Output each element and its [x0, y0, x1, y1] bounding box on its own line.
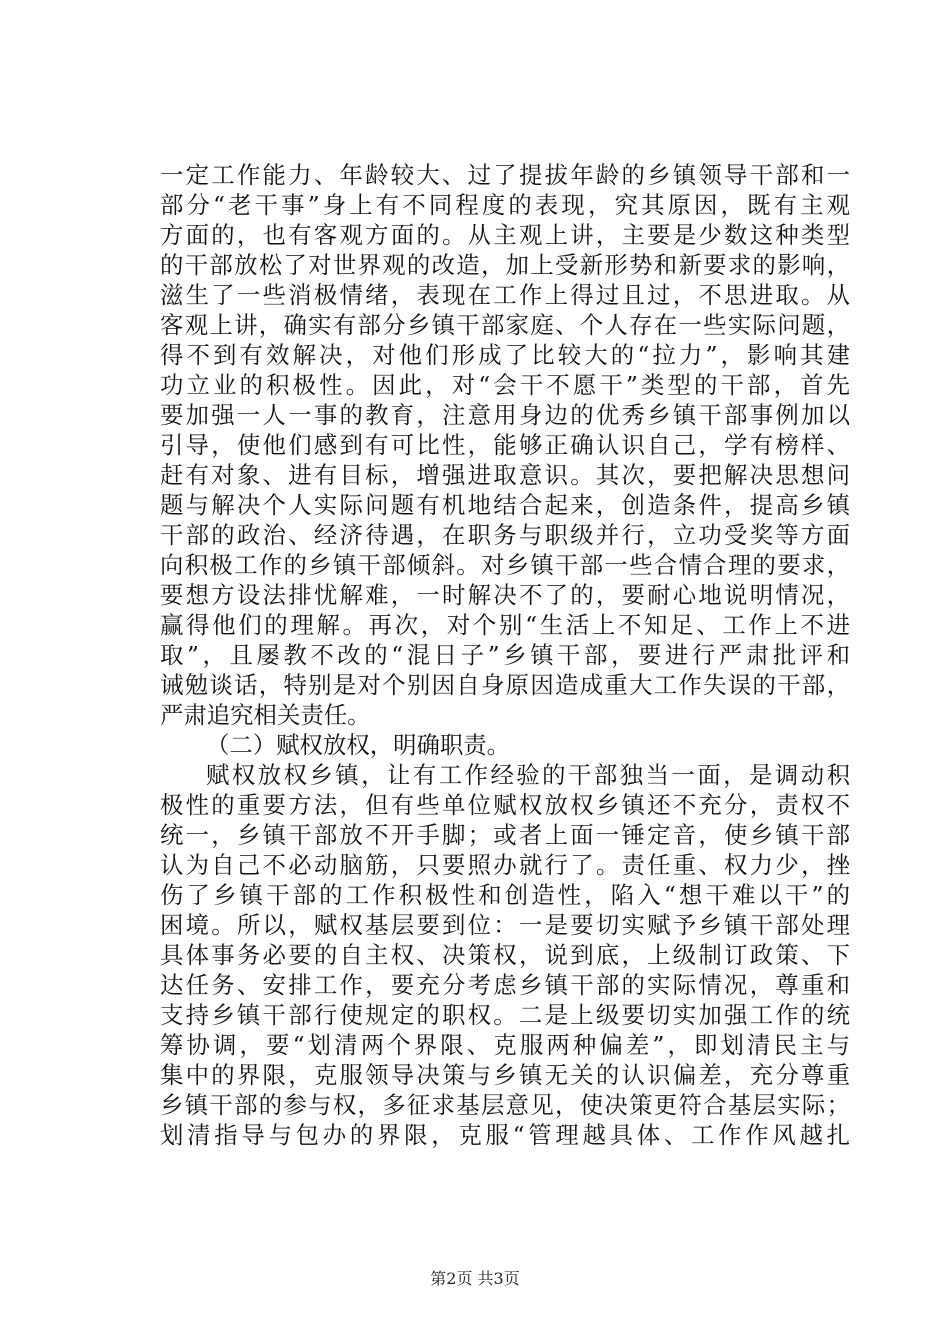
text-line: 一定工作能力、年龄较大、过了提拔年龄的乡镇领导干部和一 — [160, 161, 850, 189]
text-line: 统一，乡镇干部放不开手脚；或者上面一锤定音，使乡镇干部 — [160, 821, 850, 849]
page-number-footer: 第2页 共3页 — [430, 1269, 520, 1288]
document-body — [160, 160, 850, 1150]
text-line: 困境。所以，赋权基层要到位：一是要切实赋予乡镇干部处理 — [160, 911, 850, 939]
text-line: 部分“老干事”身上有不同程度的表现，究其原因，既有主观 — [160, 191, 850, 219]
text-line: 滋生了一些消极情绪，表现在工作上得过且过，不思进取。从 — [160, 281, 850, 309]
text-line: 得不到有效解决，对他们形成了比较大的“拉力”，影响其建 — [160, 341, 850, 369]
paragraph-end-line: 严肃追究相关责任。 — [160, 701, 371, 729]
text-line: 诫勉谈话，特别是对个别因自身原因造成重大工作失误的干部， — [160, 671, 850, 699]
text-line: 认为自己不必动脑筋，只要照办就行了。责任重、权力少，挫 — [160, 851, 850, 879]
text-line: 方面的，也有客观方面的。从主观上讲，主要是少数这种类型 — [160, 221, 850, 249]
text-line: 取”，且屡教不改的“混日子”乡镇干部，要进行严肃批评和 — [160, 641, 850, 669]
text-line: 划清指导与包办的界限，克服“管理越具体、工作作风越扎 — [160, 1121, 850, 1149]
text-line: 题与解决个人实际问题有机地结合起来，创造条件，提高乡镇 — [160, 491, 850, 519]
text-line: 要加强一人一事的教育，注意用身边的优秀乡镇干部事例加以 — [160, 401, 850, 429]
text-line: 达任务、安排工作，要充分考虑乡镇干部的实际情况，尊重和 — [160, 971, 850, 999]
text-line: 支持乡镇干部行使规定的职权。二是上级要切实加强工作的统 — [160, 1001, 850, 1029]
text-line: 筹协调，要“划清两个界限、克服两种偏差”，即划清民主与 — [160, 1031, 850, 1059]
text-line: 具体事务必要的自主权、决策权，说到底，上级制订政策、下 — [160, 941, 850, 969]
text-line: 的干部放松了对世界观的改造，加上受新形势和新要求的影响， — [160, 251, 850, 279]
text-line: 集中的界限，克服领导决策与乡镇无关的认识偏差，充分尊重 — [160, 1061, 850, 1089]
text-line: 向积极工作的乡镇干部倾斜。对乡镇干部一些合情合理的要求， — [160, 551, 850, 579]
text-line: 赶有对象、进有目标，增强进取意识。其次，要把解决思想问 — [160, 461, 850, 489]
text-line: 干部的政治、经济待遇，在职务与职级并行，立功受奖等方面 — [160, 521, 850, 549]
text-line: 要想方设法排忧解难，一时解决不了的，要耐心地说明情况， — [160, 581, 850, 609]
text-line: 功立业的积极性。因此，对“会干不愿干”类型的干部，首先 — [160, 371, 850, 399]
paragraph-first-line: 赋权放权乡镇，让有工作经验的干部独当一面，是调动积 — [206, 761, 850, 789]
text-line: 极性的重要方法，但有些单位赋权放权乡镇还不充分，责权不 — [160, 791, 850, 819]
text-line: 引导，使他们感到有可比性，能够正确认识自己，学有榜样、 — [160, 431, 850, 459]
text-line: 客观上讲，确实有部分乡镇干部家庭、个人存在一些实际问题， — [160, 311, 850, 339]
text-line: 伤了乡镇干部的工作积极性和创造性，陷入“想干难以干”的 — [160, 881, 850, 909]
text-line: 赢得他们的理解。再次，对个别“生活上不知足、工作上不进 — [160, 611, 850, 639]
section-heading: （二）赋权放权，明确职责。 — [206, 731, 511, 759]
text-line: 乡镇干部的参与权，多征求基层意见，使决策更符合基层实际； — [160, 1091, 850, 1119]
